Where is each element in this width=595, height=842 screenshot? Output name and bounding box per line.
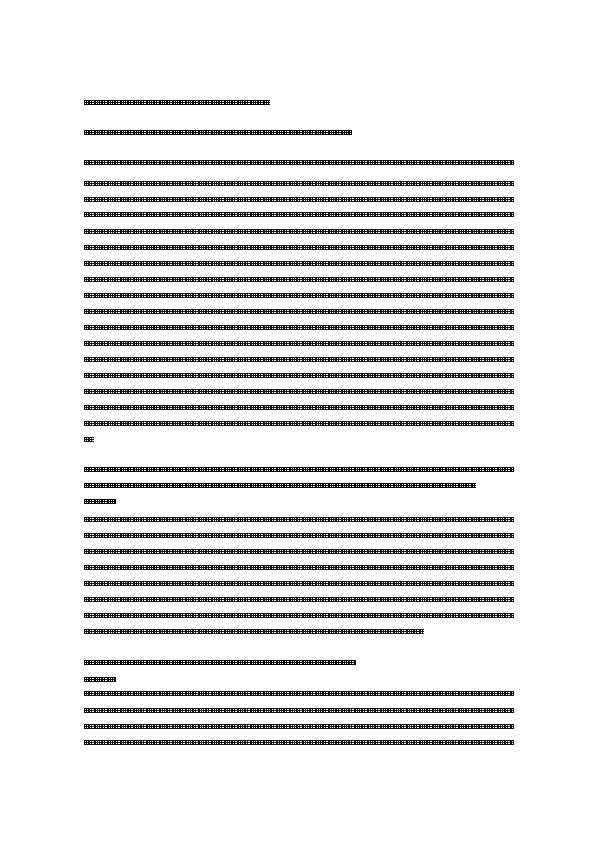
- section-heading: [84, 660, 356, 665]
- section-label-text: [0, 0, 1, 1]
- section-heading-text: [0, 0, 1, 1]
- section-label: [84, 677, 116, 682]
- page-title-text: [0, 0, 1, 1]
- page-subtitle: [84, 130, 352, 135]
- page-subtitle-text: [0, 0, 1, 1]
- page-title: [84, 100, 270, 105]
